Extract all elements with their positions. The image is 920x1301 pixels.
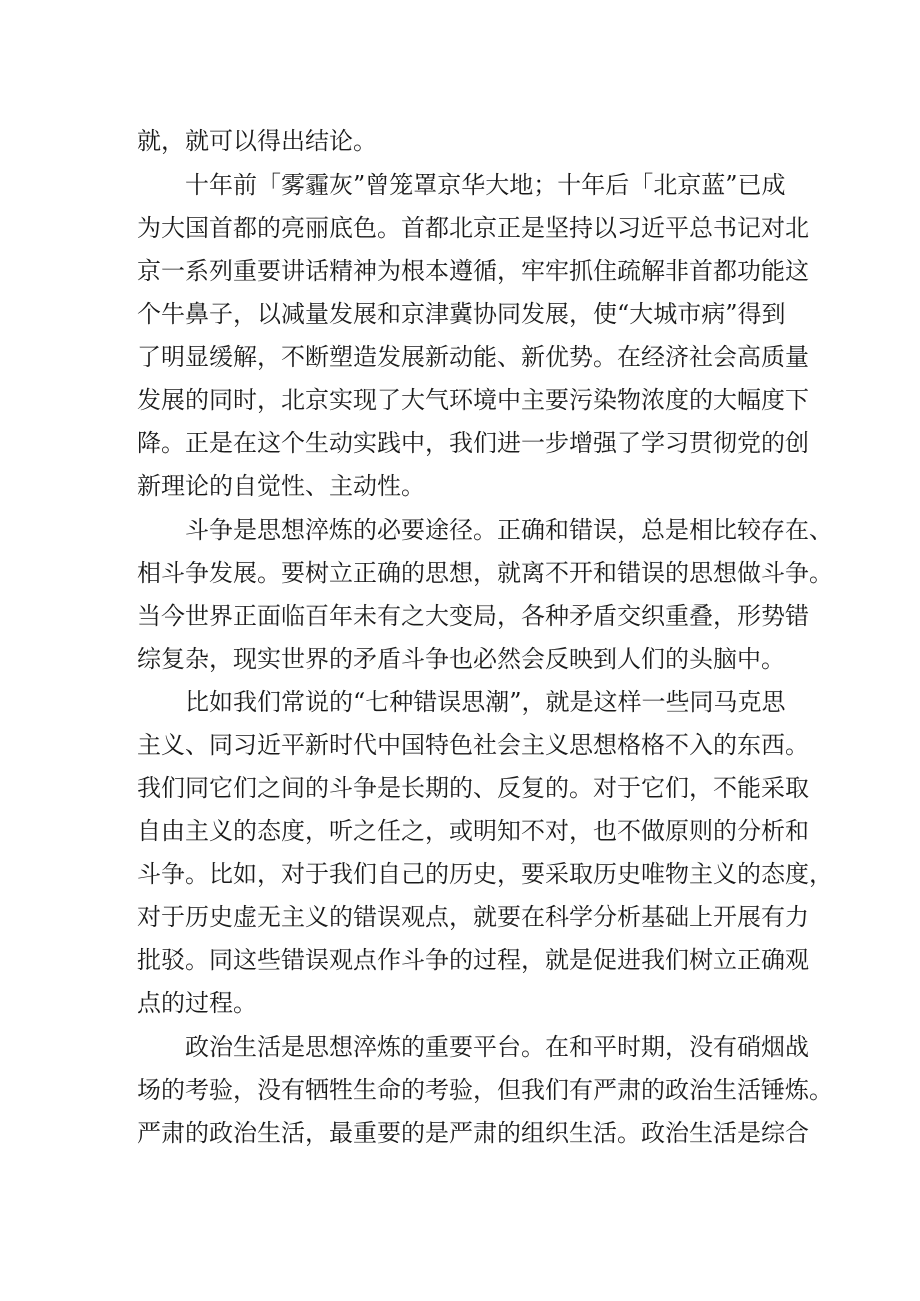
paragraph-line: 严肃的政治生活，最重要的是严肃的组织生活。政治生活是综合 bbox=[137, 1119, 809, 1147]
paragraph-line: 自由主义的态度，听之任之，或明知不对，也不做原则的分析和 bbox=[137, 817, 809, 845]
paragraph-line: 十年前「雾霾灰”曾笼罩京华大地；十年后「北京蓝”已成 bbox=[185, 171, 786, 199]
paragraph-line: 斗争。比如，对于我们自己的历史，要采取历史唯物主义的态度， bbox=[137, 860, 833, 888]
paragraph-line: 发展的同时，北京实现了大气环境中主要污染物浓度的大幅度下 bbox=[137, 386, 809, 414]
paragraph-line: 对于历史虚无主义的错误观点，就要在科学分析基础上开展有力 bbox=[137, 903, 809, 931]
paragraph-line: 斗争是思想淬炼的必要途径。正确和错误，总是相比较存在、 bbox=[185, 516, 833, 544]
paragraph-line: 场的考验，没有牺牲生命的考验，但我们有严肃的政治生活锤炼。 bbox=[137, 1076, 833, 1104]
paragraph-line: 综复杂，现实世界的矛盾斗争也必然会反映到人们的头脑中。 bbox=[137, 645, 785, 673]
paragraph-line: 就，就可以得出结论。 bbox=[137, 127, 377, 155]
paragraph-line: 京一系列重要讲话精神为根本遵循，牢牢抓住疏解非首都功能这 bbox=[137, 257, 809, 285]
paragraph-line: 当今世界正面临百年未有之大变局，各种矛盾交织重叠，形势错 bbox=[137, 602, 809, 630]
paragraph-line: 个牛鼻子，以减量发展和京津冀协同发展，使“大城市病”得到 bbox=[137, 300, 786, 328]
paragraph-line: 了明显缓解，不断塑造发展新动能、新优势。在经济社会高质量 bbox=[137, 343, 809, 371]
paragraph-line: 新理论的自觉性、主动性。 bbox=[137, 472, 425, 500]
paragraph-line: 我们同它们之间的斗争是长期的、反复的。对于它们，不能采取 bbox=[137, 774, 809, 802]
paragraph-line: 政治生活是思想淬炼的重要平台。在和平时期，没有硝烟战 bbox=[185, 1033, 809, 1061]
paragraph-line: 点的过程。 bbox=[137, 989, 257, 1017]
paragraph-line: 降。正是在这个生动实践中，我们进一步增强了学习贯彻党的创 bbox=[137, 429, 809, 457]
paragraph-line: 相斗争发展。要树立正确的思想，就离不开和错误的思想做斗争。 bbox=[137, 559, 833, 587]
paragraph-line: 比如我们常说的“七种错误思潮”，就是这样一些同马克思 bbox=[185, 688, 786, 716]
paragraph-line: 主义、同习近平新时代中国特色社会主义思想格格不入的东西。 bbox=[137, 731, 809, 759]
paragraph-line: 批驳。同这些错误观点作斗争的过程，就是促进我们树立正确观 bbox=[137, 946, 809, 974]
paragraph-line: 为大国首都的亮丽底色。首都北京正是坚持以习近平总书记对北 bbox=[137, 214, 809, 242]
